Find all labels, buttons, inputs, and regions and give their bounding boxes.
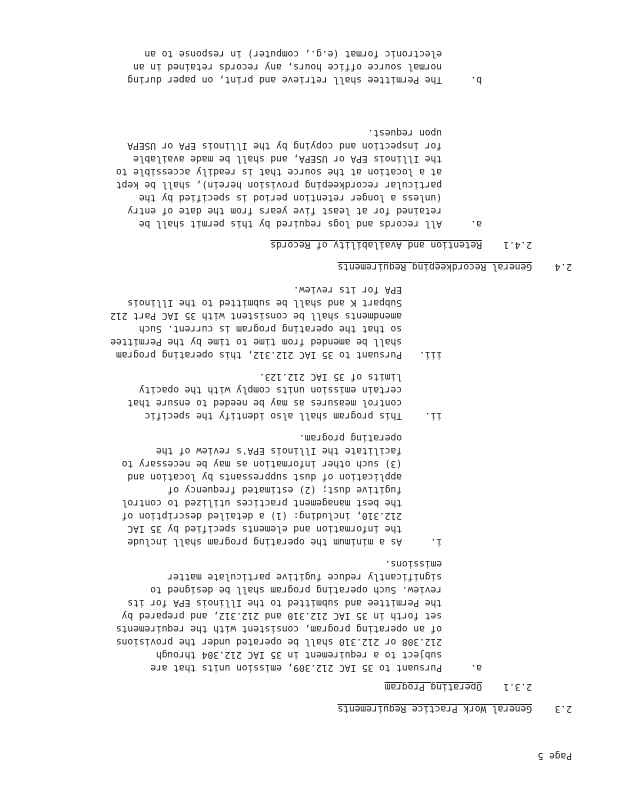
paragraph-line: particular recordkeeping provision herein), shall be kept <box>115 179 442 190</box>
paragraph-line: the information and elements specified by 35 IAC <box>127 523 402 534</box>
paragraph-line: normal source office hours, any records retained in an <box>133 61 442 72</box>
paragraph-line: of an operating program, consistent with the requirements <box>115 623 442 634</box>
paragraph-line: amendments shall be consistent with 35 IAC Part 212 <box>110 310 402 321</box>
subsection-number: 2.4.1 <box>503 239 532 250</box>
paragraph-line: As a minimum the operating program shall include <box>127 536 402 547</box>
item-marker: i. <box>430 536 442 547</box>
paragraph-line: application of dust suppressants by location and <box>127 471 402 482</box>
paragraph-line: 212.308 or 212.310 shall be operated under the provisions <box>115 636 442 647</box>
section-heading: General Work Practice Requirements <box>337 703 532 714</box>
paragraph-line: (unless a longer retention period is specified by the <box>138 192 442 203</box>
paragraph-line: the Permittee and submitted to the Illinois EPA for its <box>127 597 442 608</box>
subsection-heading: Retention and Availability of Records <box>270 239 482 250</box>
paragraph-line: for inspection and copying by the Illinois EPA or USEPA <box>127 140 442 151</box>
paragraph-line: All records and logs required by this permit shall be <box>138 218 442 229</box>
paragraph-line: set forth in 35 IAC 212.310 and 212.312, and prepared by <box>121 610 442 621</box>
paragraph-line: retained for at least five years from the date of entry <box>127 205 442 216</box>
paragraph-line: the Illinois EPA or USEPA, and shall be made available <box>133 153 442 164</box>
paragraph-line: (3) such other information as may be necessary to <box>121 458 402 469</box>
paragraph-line: The Permittee shall retrieve and print, on paper during <box>127 74 442 85</box>
paragraph-line: Pursuant to 35 IAC 212.309, emission units that are <box>150 662 442 673</box>
paragraph-line: subject to a requirement in 35 IAC 212.304 through <box>156 649 442 660</box>
paragraph-line: shall be amended from time to time by the Permittee <box>110 336 402 347</box>
paragraph-line: the best management practices utilized to control <box>121 497 402 508</box>
paragraph-line: significantly reduce fugitive particulate matter <box>167 571 442 582</box>
paragraph-line: at a location at the source that is readily accessible to <box>115 166 442 177</box>
paragraph-line: fugitive dust; (2) estimated frequency of <box>167 484 402 495</box>
paragraph-line: control measures as may be needed to ensure that <box>127 397 402 408</box>
paragraph-line: electronic format (e.g., computer) in response to an <box>144 48 442 59</box>
item-marker: b. <box>470 74 482 85</box>
subsection-number: 2.3.1 <box>503 681 532 692</box>
paragraph-line: facilitate the Illinois EPA's review of the <box>156 445 402 456</box>
item-marker: iii. <box>419 349 442 360</box>
paragraph-line: emissions. <box>384 558 442 569</box>
subsection-heading: Operating Program <box>384 681 482 692</box>
section-heading: General Recordkeeping Requirements <box>337 261 532 272</box>
paragraph-line: 212.310, including: (1) a detailed description of <box>121 510 402 521</box>
section-number: 2.4 <box>554 261 572 272</box>
paragraph-line: This program shall also identify the specific <box>144 410 402 421</box>
page-number: Page 5 <box>537 750 572 761</box>
section-number: 2.3 <box>554 703 572 714</box>
paragraph-line: operating program. <box>299 432 402 443</box>
paragraph-line: Pursuant to 35 IAC 212.312, this operating program <box>116 349 402 360</box>
paragraph-line: certain emission units comply with the opacity <box>138 384 402 395</box>
item-marker: ii. <box>424 410 442 421</box>
paragraph-line: Subpart K and shall be submitted to the Illinois <box>127 297 402 308</box>
paragraph-line: EPA for its review. <box>293 284 402 295</box>
paragraph-line: upon request. <box>367 127 442 138</box>
paragraph-line: review. Such operating program shall be designed to <box>150 584 442 595</box>
paragraph-line: so that the operating program is current. Such <box>138 323 402 334</box>
paragraph-line: limits of 35 IAC 212.123. <box>259 371 402 382</box>
item-marker: a. <box>470 662 482 673</box>
item-marker: a. <box>470 218 482 229</box>
